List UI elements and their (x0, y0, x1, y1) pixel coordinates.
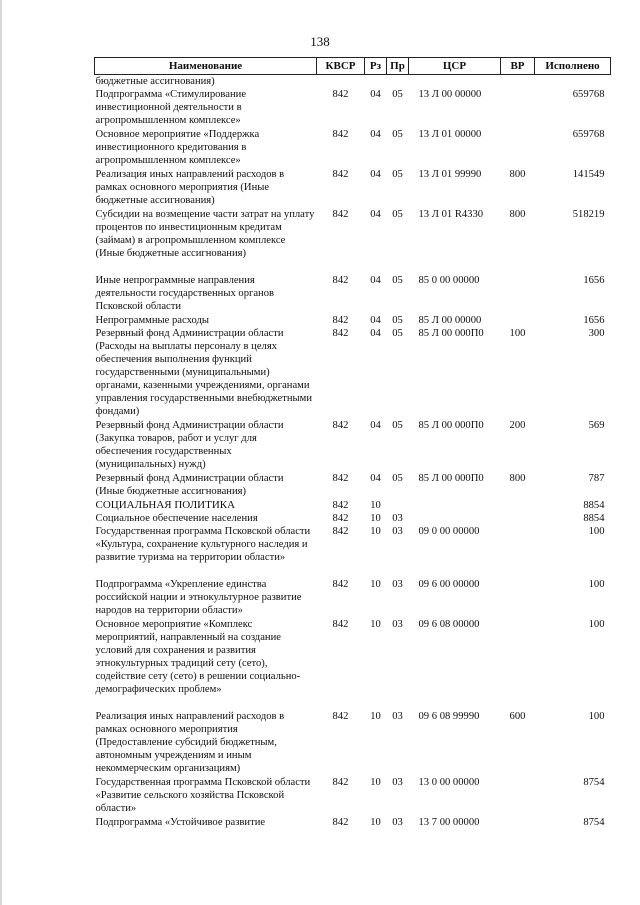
cell-vr: 600 (509, 711, 526, 722)
header-rz: Рз (365, 58, 387, 75)
cell-isp: 100 (588, 579, 605, 590)
cell-csr: 85 Л 00 000П0 (418, 473, 484, 484)
cell-isp: 8754 (583, 777, 605, 788)
cell-rz: 04 (370, 328, 381, 339)
cell-kvsr: 842 (332, 275, 349, 286)
cell-isp: 100 (588, 619, 605, 630)
cell-rz: 10 (370, 711, 381, 722)
table-row (95, 168, 611, 208)
cell-vr (501, 525, 535, 578)
cell-isp: 569 (588, 420, 605, 431)
cell-csr: 13 7 00 00000 (418, 817, 480, 828)
cell-isp: 1656 (583, 315, 605, 326)
cell-csr (409, 75, 501, 89)
cell-pr: 05 (392, 420, 403, 431)
cell-pr: 03 (392, 817, 403, 828)
cell-pr: 05 (392, 275, 403, 286)
cell-csr: 09 6 08 00000 (418, 619, 480, 630)
table-row (95, 88, 611, 128)
cell-pr: 05 (392, 89, 403, 100)
table-row (95, 525, 611, 578)
cell-isp: 659768 (572, 129, 605, 140)
cell-pr: 03 (392, 526, 403, 537)
cell-name: Резервный фонд Администрации области (Закупка товаров, работ и услуг для обеспечения государственных (муниципальных) нужд) (95, 420, 284, 470)
cell-csr: 13 Л 01 00000 (418, 129, 482, 140)
cell-pr: 03 (392, 619, 403, 630)
cell-csr: 09 6 00 00000 (418, 579, 480, 590)
cell-name: Реализация иных направлений расходов в рамках основного мероприятия (Иные бюджетные ассигнования) (95, 169, 285, 206)
cell-vr (501, 88, 535, 128)
table-row (95, 314, 611, 327)
table-header (95, 58, 611, 75)
cell-rz: 04 (370, 473, 381, 484)
cell-pr: 05 (392, 473, 403, 484)
cell-pr: 05 (392, 169, 403, 180)
table-row (95, 128, 611, 168)
budget-table (94, 57, 611, 830)
cell-kvsr: 842 (332, 315, 349, 326)
cell-pr (387, 75, 409, 89)
cell-name: Подпрограмма «Укрепление единства российской нации и этнокультурное развитие народов на территории области» (95, 579, 302, 616)
cell-pr: 03 (392, 513, 403, 524)
cell-vr (501, 512, 535, 525)
cell-rz: 10 (370, 579, 381, 590)
header-csr: ЦСР (409, 58, 501, 75)
cell-name: Реализация иных направлений расходов в рамках основного мероприятия (Предоставление субсидий бюджетным, автономным учреждениям и иным некоммерческим организациям) (95, 711, 285, 774)
cell-kvsr: 842 (332, 328, 349, 339)
cell-name: Резервный фонд Администрации области (Иные бюджетные ассигнования) (95, 473, 284, 497)
cell-vr (501, 128, 535, 168)
cell-pr: 05 (392, 328, 403, 339)
cell-name: Подпрограмма «Устойчивое развитие (95, 817, 266, 828)
cell-kvsr: 842 (332, 513, 349, 524)
cell-csr: 13 0 00 00000 (418, 777, 480, 788)
cell-rz: 10 (370, 817, 381, 828)
cell-vr: 800 (509, 209, 526, 220)
scan-edge (0, 0, 2, 905)
cell-rz: 10 (370, 777, 381, 788)
cell-kvsr: 842 (332, 209, 349, 220)
cell-vr (501, 274, 535, 314)
table-row (95, 327, 611, 419)
cell-kvsr: 842 (332, 817, 349, 828)
cell-vr: 100 (509, 328, 526, 339)
cell-kvsr: 842 (332, 473, 349, 484)
cell-vr (501, 816, 535, 830)
cell-rz: 04 (370, 169, 381, 180)
cell-csr: 09 6 08 99990 (418, 711, 480, 722)
cell-csr: 13 Л 01 99990 (418, 169, 482, 180)
cell-name: Государственная программа Псковской области «Развитие сельского хозяйства Псковской области» (95, 777, 311, 814)
cell-isp: 300 (588, 328, 605, 339)
cell-pr (387, 499, 409, 512)
cell-kvsr (317, 75, 365, 89)
cell-vr (501, 314, 535, 327)
table-body (95, 75, 611, 831)
cell-kvsr: 842 (332, 619, 349, 630)
cell-vr (501, 499, 535, 512)
cell-vr (501, 578, 535, 618)
cell-vr (501, 776, 535, 816)
cell-vr (501, 618, 535, 710)
cell-isp: 8854 (583, 500, 605, 511)
cell-name: СОЦИАЛЬНАЯ ПОЛИТИКА (95, 499, 236, 511)
cell-kvsr: 842 (332, 777, 349, 788)
header-pr: Пр (387, 58, 409, 75)
cell-rz: 04 (370, 315, 381, 326)
table-row (95, 419, 611, 472)
cell-pr: 03 (392, 579, 403, 590)
cell-rz: 10 (370, 619, 381, 630)
cell-name: Государственная программа Псковской области «Культура, сохранение культурного наследия и развитие туризма на территории области» (95, 526, 311, 563)
cell-isp: 8754 (583, 817, 605, 828)
cell-vr: 800 (509, 169, 526, 180)
cell-rz: 04 (370, 420, 381, 431)
cell-kvsr: 842 (332, 579, 349, 590)
cell-rz (365, 75, 387, 89)
cell-rz: 10 (370, 513, 381, 524)
table-row (95, 472, 611, 499)
cell-vr (501, 75, 535, 89)
header-isp: Исполнено (535, 58, 611, 75)
cell-isp: 100 (588, 711, 605, 722)
cell-csr: 85 Л 00 000П0 (418, 420, 484, 431)
header-name: Наименование (95, 58, 317, 75)
cell-csr: 85 Л 00 00000 (418, 315, 482, 326)
cell-kvsr: 842 (332, 420, 349, 431)
cell-rz: 10 (370, 500, 381, 511)
cell-isp: 100 (588, 526, 605, 537)
cell-name: Резервный фонд Администрации области (Расходы на выплаты персоналу в целях обеспечения выполнения функций государственными (муниципальными) органами, казенными учреждениями, органами управления государственными внебюджетными фондами) (95, 328, 313, 417)
cell-pr: 05 (392, 209, 403, 220)
cell-name: Иные непрограммные направления деятельности государственных органов Псковской области (95, 275, 275, 312)
table-row (95, 208, 611, 274)
cell-kvsr: 842 (332, 129, 349, 140)
cell-pr: 05 (392, 315, 403, 326)
cell-pr: 03 (392, 777, 403, 788)
cell-rz: 04 (370, 129, 381, 140)
cell-isp: 659768 (572, 89, 605, 100)
header-kvsr: КВСР (317, 58, 365, 75)
cell-kvsr: 842 (332, 526, 349, 537)
cell-csr: 85 Л 00 000П0 (418, 328, 484, 339)
cell-csr (409, 499, 501, 512)
table-row (95, 578, 611, 618)
cell-isp: 1656 (583, 275, 605, 286)
cell-vr: 200 (509, 420, 526, 431)
cell-name: бюджетные ассигнования) (95, 76, 215, 87)
cell-pr: 03 (392, 711, 403, 722)
table-row (95, 816, 611, 830)
cell-pr: 05 (392, 129, 403, 140)
header-vr: ВР (501, 58, 535, 75)
cell-isp (535, 75, 611, 89)
table-row (95, 710, 611, 776)
cell-csr: 09 0 00 00000 (418, 526, 480, 537)
cell-name: Субсидии на возмещение части затрат на уплату процентов по инвестиционным кредитам (займам) в агропромышленном комплексе (Иные бюджетные ассигнования) (95, 209, 315, 259)
table-row (95, 776, 611, 816)
table-row (95, 512, 611, 525)
cell-kvsr: 842 (332, 500, 349, 511)
cell-name: Социальное обеспечение населения (95, 513, 258, 524)
cell-csr: 13 Л 00 00000 (418, 89, 482, 100)
cell-name: Основное мероприятие «Комплекс мероприятий, направленный на создание условий для сохранения и развития этнокультурных традиций сету (сето), содействие сету (сето) в решении социально-демографических проблем» (95, 619, 301, 695)
cell-csr (409, 512, 501, 525)
page-number: 138 (310, 34, 330, 49)
cell-csr: 13 Л 01 R4330 (418, 209, 484, 220)
cell-rz: 04 (370, 89, 381, 100)
cell-rz: 04 (370, 275, 381, 286)
cell-kvsr: 842 (332, 711, 349, 722)
cell-name: Основное мероприятие «Поддержка инвестиционного кредитования в агропромышленном комплексе» (95, 129, 260, 166)
cell-isp: 8854 (583, 513, 605, 524)
cell-kvsr: 842 (332, 89, 349, 100)
cell-rz: 04 (370, 209, 381, 220)
cell-rz: 10 (370, 526, 381, 537)
cell-name: Подпрограмма «Стимулирование инвестиционной деятельности в агропромышленном комплексе» (95, 89, 247, 126)
cell-isp: 787 (588, 473, 605, 484)
cell-name: Непрограммные расходы (95, 315, 209, 326)
table-row (95, 618, 611, 710)
cell-isp: 141549 (572, 169, 605, 180)
table-row (95, 75, 611, 89)
cell-csr: 85 0 00 00000 (418, 275, 480, 286)
cell-vr: 800 (509, 473, 526, 484)
cell-kvsr: 842 (332, 169, 349, 180)
table-row (95, 499, 611, 512)
table-row (95, 274, 611, 314)
cell-isp: 518219 (572, 209, 605, 220)
